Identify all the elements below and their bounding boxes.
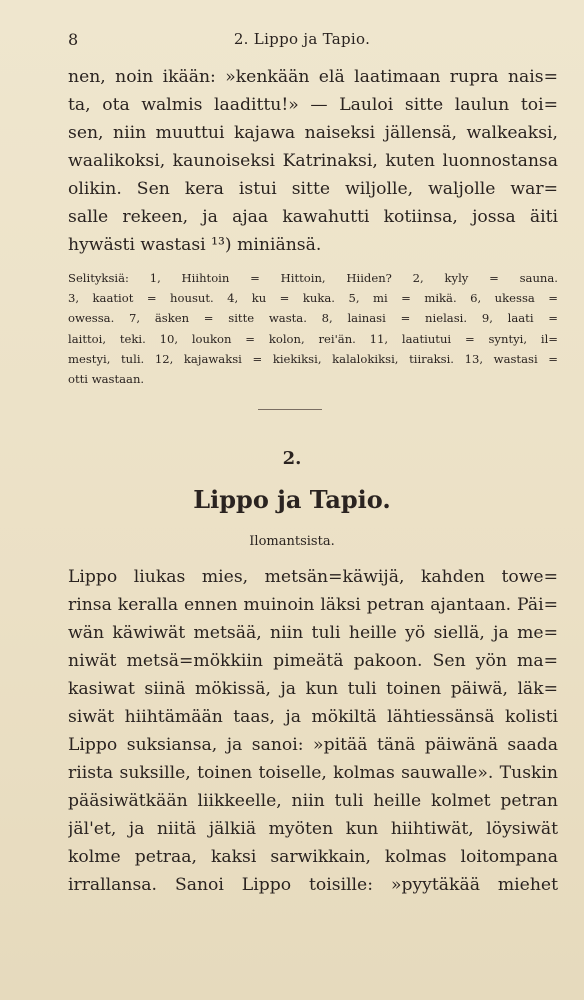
text-line: Lippo suksiansa, ja sanoi: »pitää tänä päiwänä saada — [68, 735, 558, 755]
page-header — [68, 30, 536, 52]
footnote-line: owessa. 7, äsken = sitte wasta. 8, lainasi = nielasi. 9, laati = — [68, 311, 558, 326]
text-line: Lippo liukas mies, metsän=käwijä, kahden towe= — [68, 567, 558, 587]
section-title: Lippo ja Tapio. — [193, 485, 391, 514]
footnote-line: mestyi, tuli. 12, kajawaksi = kiekiksi, kalalokiksi, tiiraksi. 13, wastasi = — [68, 351, 558, 366]
text-line: riista suksille, toinen toiselle, kolmas sauwalle». Tuskin — [68, 763, 558, 783]
footnote-line: laittoi, teki. 10, loukon = kolon, rei'än. 11, laatiutui = syntyi, il= — [68, 331, 558, 346]
text-line: rinsa keralla ennen muinoin läksi petran ajantaan. Päi= — [68, 595, 558, 615]
section-divider — [258, 409, 322, 410]
text-line: wän käwiwät metsää, niin tuli heille yö siellä, ja me= — [68, 623, 558, 643]
section-source: Ilomantsista. — [249, 534, 335, 549]
page-number: 8 — [68, 30, 79, 49]
footnotes — [68, 268, 558, 389]
text-line: hywästi wastasi ¹³) miniänsä. — [68, 235, 322, 255]
previous-story-ending — [68, 63, 558, 259]
text-line: irrallansa. Sanoi Lippo toisille: »pyytäkää miehet — [68, 875, 558, 895]
text-line: ta, ota walmis laadittu!» — Lauloi sitte laulun toi= — [68, 95, 558, 115]
text-line: kolme petraa, kaksi sarwikkain, kolmas loitompana — [68, 847, 558, 867]
text-line: waalikoksi, kaunoiseksi Katrinaksi, kuten luonnostansa — [68, 151, 558, 171]
footnote-line: otti wastaan. — [68, 371, 145, 386]
text-line: kasiwat siinä mökissä, ja kun tuli toinen päiwä, läk= — [68, 679, 558, 699]
footnote-line: 3, kaatiot = housut. 4, ku = kuka. 5, mi = mikä. 6, ukessa = — [68, 291, 558, 306]
text-line: nen, noin ikään: »kenkään elä laatimaan rupra nais= — [68, 67, 558, 87]
text-line: jäl'et, ja niitä jälkiä myöten kun hiihtiwät, löysiwät — [68, 819, 558, 839]
story-text — [68, 563, 558, 899]
running-title: 2. Lippo ja Tapio. — [233, 30, 371, 48]
text-line: siwät hiihtämään taas, ja mökiltä lähtiessänsä kolisti — [68, 707, 558, 727]
text-line: salle rekeen, ja ajaa kawahutti kotiinsa, jossa äiti — [68, 207, 558, 227]
text-line: pääsiwätkään liikkeelle, niin tuli heille kolmet petran — [68, 791, 558, 811]
text-line: niwät metsä=mökkiin pimeätä pakoon. Sen yön ma= — [68, 651, 558, 671]
text-line: sen, niin muuttui kajawa naiseksi jällensä, walkeaksi, — [68, 123, 558, 143]
section-number: 2. — [282, 448, 302, 469]
footnote-line: Selityksiä: 1, Hiihtoin = Hittoin, Hiiden? 2, kyly = sauna. — [68, 271, 558, 285]
text-line: olikin. Sen kera istui sitte wiljolle, waljolle war= — [68, 179, 558, 199]
